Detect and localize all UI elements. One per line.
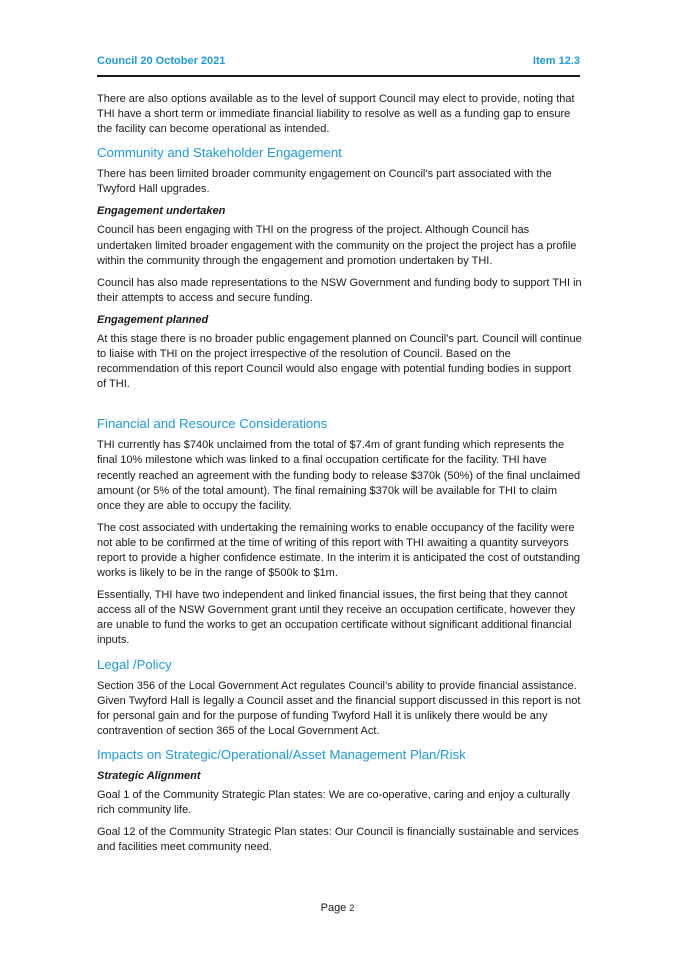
section-gap xyxy=(97,399,583,415)
community-paragraph-3: Council has also made representations to the NSW Government and funding body to support THI in their attempts to access and secure funding. xyxy=(97,276,582,304)
legal-heading: Legal /Policy xyxy=(97,656,172,672)
community-paragraph-4: At this stage there is no broader public engagement planned on Council’s part. Council will continue to liaise with THI on the project irrespective of the resolution of Council. Based on the recommendation of this report Council would also engage with potential funding bodies in support of THI. xyxy=(97,332,582,391)
community-paragraph-2: Council has been engaging with THI on the progress of the project. Although Council has undertaken limited broader engagement with the community on the project the project has a profile within the community through the engagement and promotion undertaken by THI. xyxy=(97,224,577,267)
engagement-planned-subheading: Engagement planned xyxy=(97,313,209,326)
community-heading: Community and Stakeholder Engagement xyxy=(97,145,342,161)
page-header xyxy=(97,53,580,77)
financial-paragraph-3: Essentially, THI have two independent and linked financial issues, the first being that they cannot access all of the NSW Government grant until they receive an occupation certificate, however they are unable to fund the works to get an occupation certificate without significant additional financial inputs. xyxy=(97,589,576,647)
meeting-title: Council 20 October 2021 xyxy=(97,55,226,67)
document-body xyxy=(97,92,583,862)
financial-heading: Financial and Resource Considerations xyxy=(97,416,328,432)
page-footer xyxy=(0,902,675,914)
impacts-paragraph-2: Goal 12 of the Community Strategic Plan states: Our Council is financially sustainable and services and facilities meet community need. xyxy=(97,826,579,854)
item-number: Item 12.3 xyxy=(532,55,580,67)
impacts-heading: Impacts on Strategic/Operational/Asset Management Plan/Risk xyxy=(97,746,466,762)
legal-paragraph-1: Section 356 of the Local Government Act regulates Council’s ability to provide financial assistance. Given Twyford Hall is legally a Council asset and the financial support discussed in this report is not for personal gain and for the purpose of funding Twyford Hall it is unlikely there would be any contravention of section 365 of the Local Government Act. xyxy=(97,679,581,737)
intro-paragraph: There are also options available as to the level of support Council may elect to provide, noting that THI have a short term or immediate financial liability to resolve as well as a funding gap to ensure the facility can become operational as intended. xyxy=(97,93,575,136)
financial-paragraph-2: The cost associated with undertaking the remaining works to enable occupancy of the facility were not able to be confirmed at the time of writing of this report with THI awaiting a quantity surveyors report to provide a higher confidence estimate. In the interim it is anticipated the cost of outstanding works is likely to be in the range of $500k to $1m. xyxy=(97,521,581,580)
community-paragraph-1: There has been limited broader community engagement on Council’s part associated with the Twyford Hall upgrades. xyxy=(97,168,552,196)
financial-paragraph-1: THI currently has $740k unclaimed from the total of $7.4m of grant funding which represents the final 10% milestone which was linked to a final occupation certificate for the facility. THI have recently reached an agreement with the funding body to release $370k (50%) of the final unclaimed amount (or 5% of the total amount). The final remaining $370k will be available for THI to claim once they are able to occupy the facility. xyxy=(97,439,581,512)
engagement-undertaken-subheading: Engagement undertaken xyxy=(97,205,226,218)
impacts-paragraph-1: Goal 1 of the Community Strategic Plan states: We are co-operative, caring and enjoy a culturally rich community life. xyxy=(97,788,571,816)
strategic-alignment-subheading: Strategic Alignment xyxy=(97,769,201,782)
page-number: 2 xyxy=(349,903,355,913)
page-label: Page xyxy=(320,902,347,914)
